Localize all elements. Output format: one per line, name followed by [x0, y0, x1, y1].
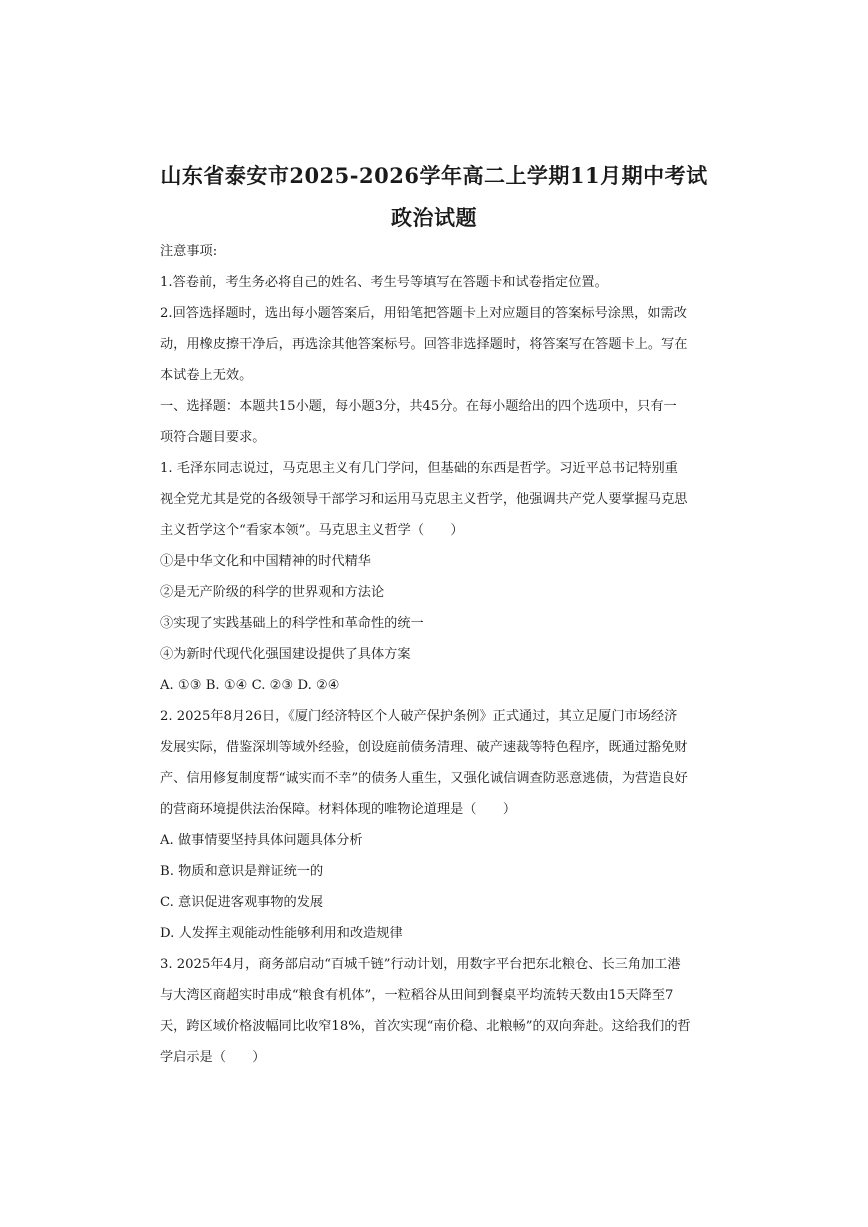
- q1-statement-2: ②是无产阶级的科学的世界观和方法论: [160, 585, 385, 600]
- q2-option-a: A. 做事情要坚持具体问题具体分析: [160, 833, 363, 848]
- notice-heading: 注意事项:: [160, 244, 218, 259]
- q1-stem-line-2: 视全党尤其是党的各级领导干部学习和运用马克思主义哲学，他强调共产党人要掌握马克思: [160, 492, 688, 507]
- notice-item-1: 1.答卷前，考生务必将自己的姓名、考生号等填写在答题卡和试卷指定位置。: [160, 275, 608, 290]
- q1-choices: A. ①③ B. ①④ C. ②③ D. ②④: [160, 678, 340, 693]
- q2-stem-line-3: 产、信用修复制度帮“诚实而不幸”的债务人重生，又强化诚信调查防恶意逃债，为营造良好: [160, 771, 688, 786]
- q1-statement-4: ④为新时代现代化强国建设提供了具体方案: [160, 647, 411, 662]
- q3-stem-line-4: 学启示是（ ）: [160, 1050, 266, 1065]
- q3-stem-line-2: 与大湾区商超实时串成“粮食有机体”，一粒稻谷从田间到餐桌平均流转天数由15天降至7: [160, 988, 674, 1003]
- q2-stem-line-1: 2. 2025年8月26日，《厦门经济特区个人破产保护条例》正式通过，其立足厦门市场经济: [160, 709, 678, 724]
- q2-stem-line-4: 的营商环境提供法治保障。材料体现的唯物论道理是（ ）: [160, 802, 517, 817]
- section-heading-line-1: 一、选择题：本题共15小题，每小题3分，共45分。在每小题给出的四个选项中，只有一: [160, 399, 677, 414]
- notice-item-2-line-3: 本试卷上无效。: [160, 368, 253, 383]
- notice-item-2-line-2: 动，用橡皮擦干净后，再选涂其他答案标号。回答非选择题时，将答案写在答题卡上。写在: [160, 337, 688, 352]
- q3-stem-line-1: 3. 2025年4月，商务部启动“百城千链”行动计划，用数字平台把东北粮仓、长三角加工港: [160, 957, 681, 972]
- q1-stem-line-3: 主义哲学这个“看家本领”。马克思主义哲学（ ）: [160, 523, 464, 538]
- page-subtitle: 政治试题: [391, 205, 477, 230]
- q1-statement-1: ①是中华文化和中国精神的时代精华: [160, 554, 371, 569]
- q2-option-b: B. 物质和意识是辩证统一的: [160, 864, 324, 879]
- q1-stem-line-1: 1. 毛泽东同志说过，马克思主义有几门学问，但基础的东西是哲学。习近平总书记特别重: [160, 461, 678, 476]
- notice-item-2-line-1: 2.回答选择题时，选出每小题答案后，用铅笔把答题卡上对应题目的答案标号涂黑，如需改: [160, 306, 687, 321]
- q1-statement-3: ③实现了实践基础上的科学性和革命性的统一: [160, 616, 424, 631]
- q3-stem-line-3: 天，跨区域价格波幅同比收窄18%，首次实现“南价稳、北粮畅”的双向奔赴。这给我们的哲: [160, 1019, 691, 1034]
- q2-option-c: C. 意识促进客观事物的发展: [160, 895, 324, 910]
- section-heading-line-2: 项符合题目要求。: [160, 430, 266, 445]
- q2-option-d: D. 人发挥主观能动性能够利用和改造规律: [160, 926, 403, 941]
- page-title: 山东省泰安市2025-2026学年高二上学期11月期中考试: [160, 163, 708, 188]
- q2-stem-line-2: 发展实际，借鉴深圳等域外经验，创设庭前债务清理、破产速裁等特色程序，既通过豁免财: [160, 740, 688, 755]
